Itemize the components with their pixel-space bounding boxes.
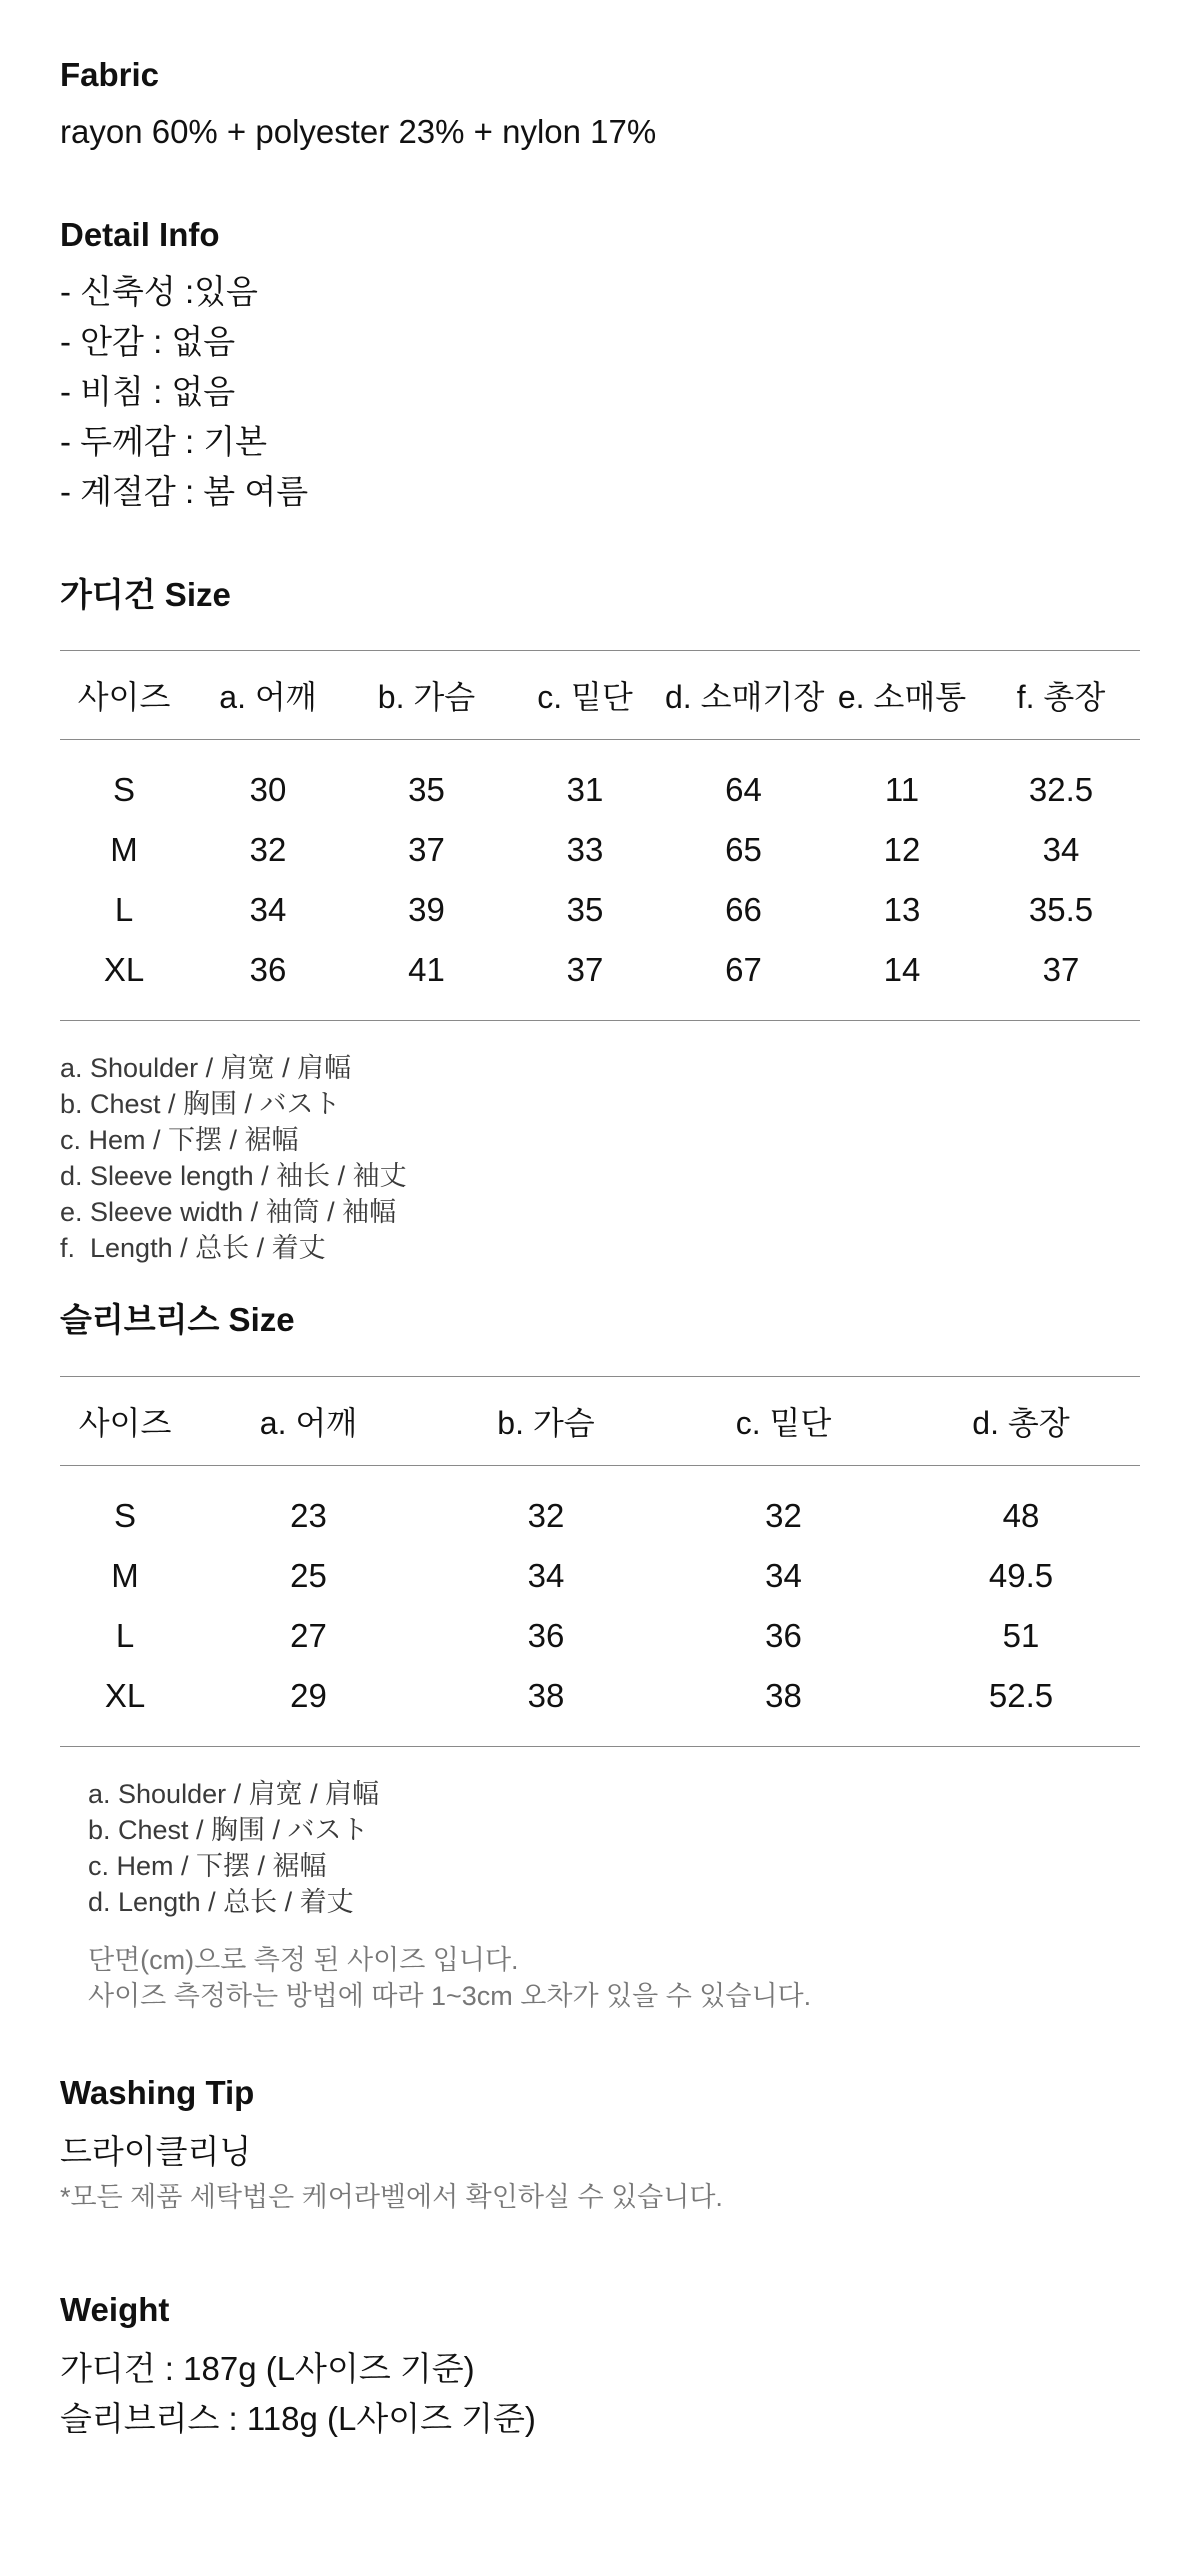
table-cell: 32 — [527, 1497, 565, 1534]
legend-line: c. Hem / 下摆 / 裾幅 — [88, 1851, 327, 1881]
table-row — [60, 880, 1140, 940]
legend-line: b. Chest / 胸围 / バスト — [88, 1815, 369, 1845]
table-cell: M — [111, 1557, 139, 1594]
table-cell: 32 — [249, 831, 287, 868]
table-cell: L — [115, 1617, 135, 1654]
table-cell: L — [114, 891, 134, 928]
sleeveless-size-title: 슬리브리스 Size — [60, 1301, 295, 1338]
legend-line: a. Shoulder / 肩宽 / 肩幅 — [60, 1053, 352, 1083]
cardigan-size-table — [60, 650, 1140, 1021]
table-cell: 38 — [427, 1666, 665, 1747]
weight-section — [60, 2290, 1140, 2444]
care-label-note: *모든 제품 세탁법은 케어라벨에서 확인하실 수 있습니다. — [60, 2182, 723, 2212]
table-header-row — [60, 1377, 1140, 1466]
sleeveless-size-table-wrap — [60, 1376, 1140, 1747]
weight-list — [60, 2344, 1140, 2444]
cardigan-size-table-wrap — [60, 650, 1140, 1021]
washing-tip-section — [60, 2073, 1140, 2215]
fabric-title: Fabric — [60, 56, 160, 93]
table-cell: 34 — [765, 1557, 802, 1594]
table-cell: 41 — [348, 940, 505, 1021]
table-cell: 29 — [190, 1666, 427, 1747]
table-cell: M — [110, 831, 138, 868]
table-row — [60, 1546, 1140, 1606]
table-cell: 12 — [883, 831, 921, 868]
table-cell: 36 — [765, 1617, 802, 1654]
table-cell: 11 — [884, 771, 920, 808]
table-row — [60, 820, 1140, 880]
table-cell: 48 — [1002, 1497, 1040, 1534]
weight-line: 슬리브리스 : 118g (L사이즈 기준) — [60, 2400, 536, 2437]
table-cell: 36 — [527, 1617, 565, 1654]
washing-method: 드라이클리닝 — [60, 2133, 252, 2170]
measurement-note: 사이즈 측정하는 방법에 따라 1~3cm 오차가 있을 수 있습니다. — [88, 1981, 812, 2011]
table-cell: 31 — [566, 771, 604, 808]
column-header: f. 총장 — [982, 651, 1140, 740]
table-cell: 39 — [408, 891, 445, 928]
column-header: b. 가슴 — [427, 1377, 665, 1466]
legend-line: f. Length / 总长 / 着丈 — [60, 1233, 326, 1263]
table-cell: 13 — [883, 891, 921, 928]
table-row — [60, 1606, 1140, 1666]
detail-info-title: Detail Info — [60, 216, 220, 253]
column-header: b. 가슴 — [348, 651, 505, 740]
table-cell: 49.5 — [988, 1557, 1054, 1594]
column-header: d. 소매기장 — [665, 651, 822, 740]
detail-info-line: - 비침 : 없음 — [60, 373, 236, 410]
table-cell: 64 — [725, 771, 762, 808]
table-cell: 51 — [1002, 1617, 1040, 1654]
cardigan-size-legend — [60, 1050, 1140, 1266]
table-cell: 67 — [665, 940, 822, 1021]
sleeveless-size-legend — [88, 1776, 1140, 1920]
measurement-notice — [88, 1942, 1140, 2014]
table-cell: 65 — [725, 831, 762, 868]
detail-info-line: - 안감 : 없음 — [60, 323, 236, 360]
table-cell: 30 — [249, 771, 287, 808]
table-cell: 27 — [290, 1617, 327, 1654]
detail-info-line: - 계절감 : 봄 여름 — [60, 473, 309, 510]
weight-line: 가디건 : 187g (L사이즈 기준) — [60, 2350, 475, 2387]
measurement-note: 단면(cm)으로 측정 된 사이즈 입니다. — [88, 1945, 519, 1975]
table-cell: 34 — [1042, 831, 1080, 868]
table-cell: 36 — [188, 940, 348, 1021]
detail-info-line: - 두께감 : 기본 — [60, 423, 268, 460]
table-header-row — [60, 651, 1140, 740]
legend-line: c. Hem / 下摆 / 裾幅 — [60, 1125, 299, 1155]
table-cell: 25 — [290, 1557, 327, 1594]
column-header: e. 소매통 — [822, 651, 982, 740]
weight-title: Weight — [60, 2291, 170, 2328]
cardigan-size-section — [60, 575, 1140, 615]
column-header: a. 어깨 — [188, 651, 348, 740]
table-cell: 32.5 — [1028, 771, 1094, 808]
table-cell: 37 — [408, 831, 445, 868]
column-header: a. 어깨 — [190, 1377, 427, 1466]
washing-tip-title: Washing Tip — [60, 2074, 255, 2111]
table-cell: 35.5 — [1028, 891, 1094, 928]
table-cell: 33 — [566, 831, 604, 868]
table-cell: 35 — [566, 891, 604, 928]
column-header: 사이즈 — [60, 1377, 190, 1466]
detail-info-line: - 신축성 :있음 — [60, 273, 258, 310]
fabric-section — [60, 55, 1140, 157]
legend-line: b. Chest / 胸围 / バスト — [60, 1089, 341, 1119]
cardigan-size-title: 가디건 Size — [60, 576, 231, 613]
column-header: 사이즈 — [60, 651, 188, 740]
detail-info-section — [60, 215, 1140, 517]
legend-line: e. Sleeve width / 袖筒 / 袖幅 — [60, 1197, 397, 1227]
table-cell: 34 — [249, 891, 287, 928]
table-row — [60, 740, 1140, 821]
table-cell: 37 — [505, 940, 665, 1021]
table-cell: 37 — [982, 940, 1140, 1021]
table-cell: 35 — [408, 771, 445, 808]
detail-info-list — [60, 267, 1140, 517]
legend-line: a. Shoulder / 肩宽 / 肩幅 — [88, 1779, 380, 1809]
table-cell: 14 — [822, 940, 982, 1021]
table-cell: 38 — [665, 1666, 902, 1747]
table-cell: 32 — [765, 1497, 802, 1534]
column-header: c. 밑단 — [505, 651, 665, 740]
table-row — [60, 1466, 1140, 1547]
column-header: c. 밑단 — [665, 1377, 902, 1466]
table-cell: S — [112, 771, 135, 808]
sleeveless-size-section — [60, 1300, 1140, 1340]
legend-line: d. Sleeve length / 袖长 / 袖丈 — [60, 1161, 407, 1191]
table-cell: XL — [60, 940, 188, 1021]
table-row — [60, 940, 1140, 1021]
table-cell: XL — [60, 1666, 190, 1747]
table-cell: S — [113, 1497, 136, 1534]
table-cell: 23 — [290, 1497, 327, 1534]
legend-line: d. Length / 总长 / 着丈 — [88, 1887, 354, 1917]
sleeveless-size-table — [60, 1376, 1140, 1747]
table-cell: 52.5 — [902, 1666, 1140, 1747]
table-row — [60, 1666, 1140, 1747]
column-header: d. 총장 — [902, 1377, 1140, 1466]
table-cell: 66 — [725, 891, 762, 928]
fabric-composition: rayon 60% + polyester 23% + nylon 17% — [60, 113, 657, 150]
table-cell: 34 — [527, 1557, 565, 1594]
